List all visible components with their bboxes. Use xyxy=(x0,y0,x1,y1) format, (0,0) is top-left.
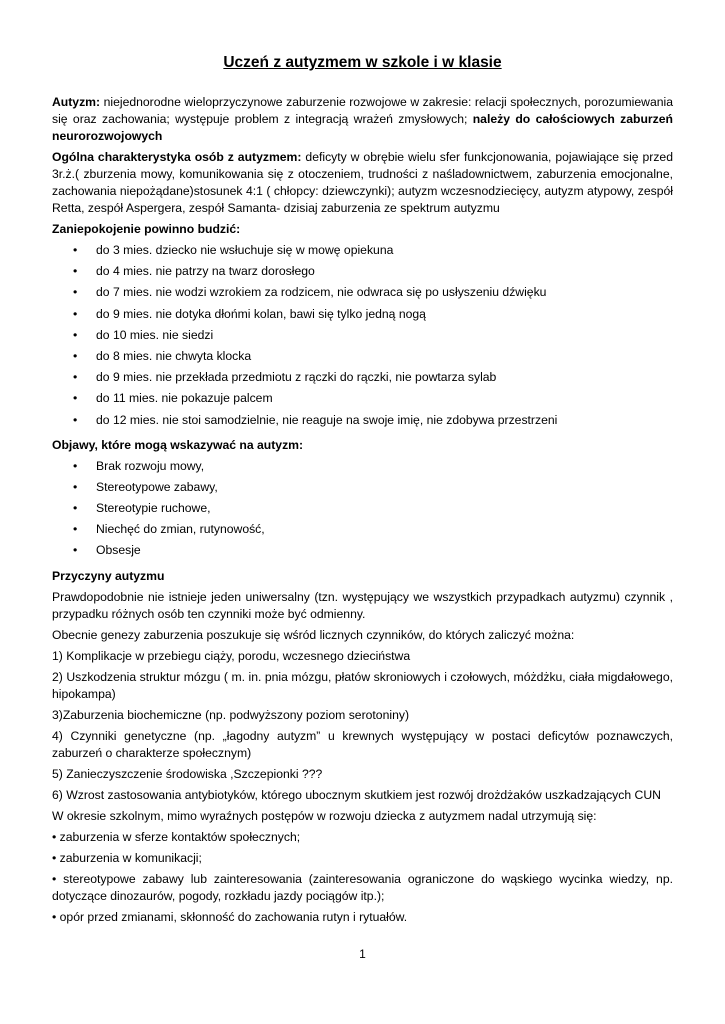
list-item xyxy=(52,458,673,479)
cause-item: 6) Wzrost zastosowania antybiotyków, którego ubocznym skutkiem jest rozwój drożdżaków uszkadzających CUN xyxy=(52,787,661,802)
cause-item: 4) Czynniki genetyczne (np. „łagodny autyzm” u krewnych występujący w postaci deficytów poznawczych, zaburzeń o charakterze społecznym) xyxy=(52,728,673,760)
general-characteristics xyxy=(52,149,673,217)
characteristics-term: Ogólna charakterystyka osób z autyzmem: xyxy=(52,150,302,164)
list-item xyxy=(52,390,673,411)
bullet-icon: • xyxy=(73,306,78,321)
bullet-icon: • xyxy=(73,543,78,558)
bullet-icon: • xyxy=(73,522,78,537)
school-item: • stereotypowe zabawy lub zainteresowania (zainteresowania ograniczone do wąskiego wycinka wiedzy, np. dotyczące dinozaurów, pogody, rozkładu jazdy pociągów itp.); xyxy=(52,871,673,903)
school-item: • zaburzenia w sferze kontaktów społecznych; xyxy=(52,829,301,844)
list-item-text: do 9 mies. nie dotyka dłońmi kolan, bawi się tylko jedną nogą xyxy=(96,306,426,321)
cause-item: 1) Komplikacje w przebiegu ciąży, porodu, wczesnego dzieciństwa xyxy=(52,648,411,663)
autism-definition-bold: należy do całościowych zaburzeń neurorozwojowych xyxy=(52,112,673,143)
causes-heading: Przyczyny autyzmu xyxy=(52,568,165,583)
concern-heading: Zaniepokojenie powinno budzić: xyxy=(52,222,241,236)
list-item xyxy=(52,479,673,500)
list-item xyxy=(52,542,673,563)
list-item-text: Brak rozwoju mowy, xyxy=(96,458,205,473)
list-item-text: do 4 mies. nie patrzy na twarz dorosłego xyxy=(96,264,315,279)
list-item-text: Obsesje xyxy=(96,543,141,558)
list-item-text: do 10 mies. nie siedzi xyxy=(96,327,214,342)
list-item xyxy=(52,521,673,542)
causes-intro: Obecnie genezy zaburzenia poszukuje się wśród licznych czynników, do których zaliczyć można: xyxy=(52,627,575,642)
school-item: • zaburzenia w komunikacji; xyxy=(52,850,202,865)
characteristics-text: deficyty w obrębie wielu sfer funkcjonowania, pojawiające się przed 3r.ż.( zburzenia mowy, komunikowania się z otoczeniem, trudności z naśladownictwem, zaburzenia emocjonalne, zachowania niepożądane)stosunek 4:1 ( chłopcy: dziewczynki); autyzm wczesnodziecięcy, autyzm atypowy, zespół Retta, zespół Aspergera, zespół Samanta- dzisiaj zaburzenia ze spektrum autyzmu xyxy=(52,150,673,215)
list-item xyxy=(52,284,673,305)
list-item xyxy=(52,242,673,263)
bullet-icon: • xyxy=(73,348,78,363)
bullet-icon: • xyxy=(73,479,78,494)
list-item-text: Stereotypowe zabawy, xyxy=(96,479,218,494)
autism-term: Autyzm: xyxy=(52,95,101,109)
list-item-text: do 8 mies. nie chwyta klocka xyxy=(96,348,252,363)
document-body xyxy=(52,94,673,930)
list-item xyxy=(52,412,673,433)
page-number: 1 xyxy=(359,947,366,961)
symptoms-heading: Objawy, które mogą wskazywać na autyzm: xyxy=(52,437,304,452)
causes-paragraph: Prawdopodobnie nie istnieje jeden uniwersalny (tzn. występujący we wszystkich przypadkach autyzmu) czynnik , przypadku różnych osób ten czynniki może być odmienny. xyxy=(52,589,673,621)
bullet-icon: • xyxy=(73,391,78,406)
list-item-text: do 3 mies. dziecko nie wsłuchuje się w mowę opiekuna xyxy=(96,243,394,257)
bullet-icon: • xyxy=(73,264,78,279)
list-item-text: do 12 mies. nie stoi samodzielnie, nie reaguje na swoje imię, nie zdobywa przestrzeni xyxy=(96,412,558,427)
cause-item: 3)Zaburzenia biochemiczne (np. podwyższony poziom serotoniny) xyxy=(52,707,409,722)
bullet-icon: • xyxy=(73,412,78,427)
autism-definition xyxy=(52,94,673,145)
bullet-icon: • xyxy=(73,458,78,473)
list-item xyxy=(52,327,673,348)
school-intro: W okresie szkolnym, mimo wyraźnych postępów w rozwoju dziecka z autyzmem nadal utrzymują się: xyxy=(52,808,597,823)
bullet-icon: • xyxy=(73,501,78,516)
autism-definition-text: niejednorodne wieloprzyczynowe zaburzenie rozwojowe w zakresie: relacji społecznych, porozumiewania się oraz zachowania; występuje problem z integracją wrażeń zmysłowych; xyxy=(52,95,673,126)
bullet-icon: • xyxy=(73,327,78,342)
cause-item: 2) Uszkodzenia struktur mózgu ( m. in. pnia mózgu, płatów skroniowych i czołowych, móżdżku, ciała migdałowego, hipokampa) xyxy=(52,669,673,701)
list-item xyxy=(52,306,673,327)
list-item xyxy=(52,348,673,369)
list-item-text: Niechęć do zmian, rutynowość, xyxy=(96,522,265,537)
cause-item: 5) Zanieczyszczenie środowiska ,Szczepionki ??? xyxy=(52,766,323,781)
list-item-text: Stereotypie ruchowe, xyxy=(96,501,211,516)
symptoms-list xyxy=(52,458,673,564)
list-item xyxy=(52,369,673,390)
school-item: • opór przed zmianami, skłonność do zachowania rutyn i rytuałów. xyxy=(52,909,408,924)
list-item-text: do 7 mies. nie wodzi wzrokiem za rodzicem, nie odwraca się po usłyszeniu dźwięku xyxy=(96,285,547,300)
bullet-icon: • xyxy=(73,243,78,257)
list-item xyxy=(52,263,673,284)
list-item xyxy=(52,500,673,521)
page-title: Uczeń z autyzmem w szkole i w klasie xyxy=(223,54,502,71)
bullet-icon: • xyxy=(73,370,78,385)
list-item-text: do 9 mies. nie przekłada przedmiotu z rączki do rączki, nie powtarza sylab xyxy=(96,370,497,385)
bullet-icon: • xyxy=(73,285,78,300)
concern-list xyxy=(52,242,673,433)
list-item-text: do 11 mies. nie pokazuje palcem xyxy=(96,391,273,406)
